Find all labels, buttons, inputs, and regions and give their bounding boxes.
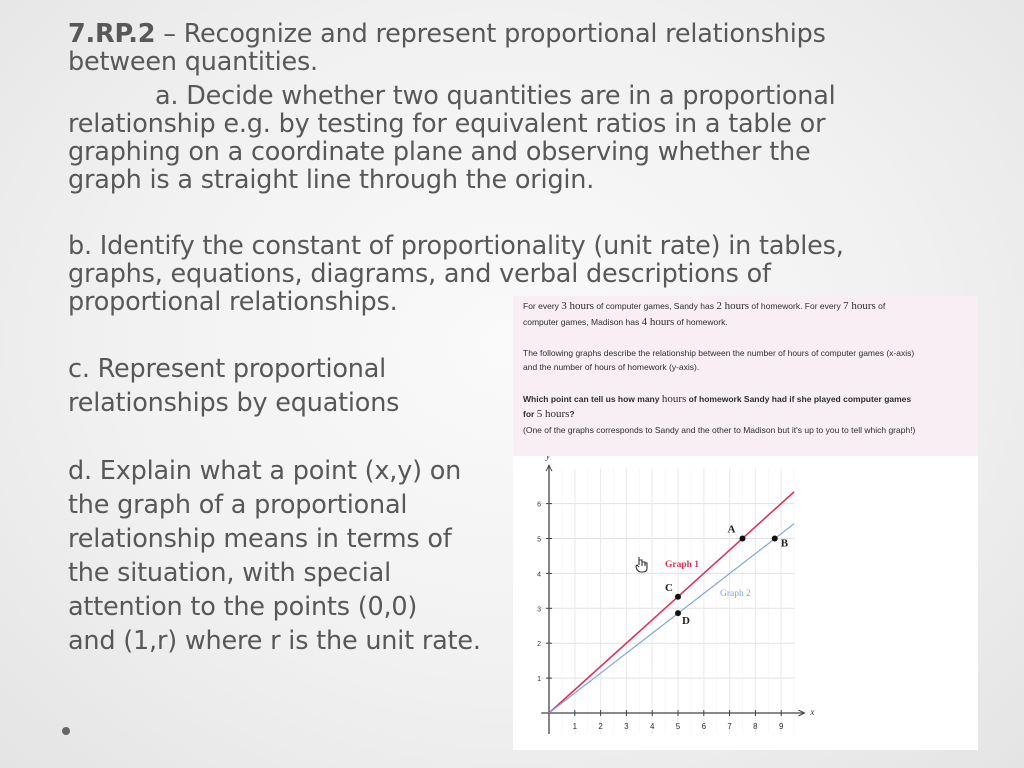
x-tick-label: 9	[778, 722, 784, 731]
part-d-line6: and (1,r) where r is the unit rate.	[68, 626, 481, 656]
point-label-C: C	[665, 581, 673, 594]
part-b-line2: graphs, equations, diagrams, and verbal descriptions of	[68, 259, 771, 289]
problem-panel	[513, 296, 978, 750]
part-c-line1: c. Represent proportional	[68, 354, 387, 384]
grid	[541, 469, 794, 734]
x-tick-label: 1	[572, 722, 578, 731]
problem-line3: The following graphs describe the relationship between the number of hours of computer games (x-axis)	[523, 348, 915, 358]
problem-line1: For every 3 hours of computer games, Sandy has 2 hours of homework. For every 7 hours of	[523, 300, 886, 312]
graph1-label: Graph 1	[665, 560, 700, 570]
series-line-1	[549, 492, 794, 713]
y-tick-label: 5	[537, 536, 541, 544]
part-c-line2: relationships by equations	[68, 388, 400, 418]
x-tick-label: 4	[649, 722, 655, 731]
part-d-line3: relationship means in terms of	[68, 524, 452, 554]
graph-area	[513, 456, 978, 750]
problem-line4: and the number of hours of homework (y-axis).	[523, 362, 700, 372]
part-d-line4: the situation, with special	[68, 558, 391, 588]
hand-cursor-icon	[636, 557, 647, 572]
bullet-icon	[62, 727, 70, 735]
part-d-line1: d. Explain what a point (x,y) on	[68, 456, 462, 486]
x-axis-label: x	[810, 707, 815, 717]
axes	[541, 465, 804, 734]
series-line-2	[549, 524, 794, 713]
y-axis-label: y	[546, 456, 550, 462]
point-label-A: A	[727, 523, 736, 536]
point-label-B: B	[780, 537, 789, 550]
question-line1: Which point can tell us how many hours of homework Sandy had if she played computer games	[523, 393, 912, 405]
problem-line2: computer games, Madison has 4 hours of homework.	[523, 316, 728, 328]
part-a-line1: a. Decide whether two quantities are in a proportional	[155, 81, 836, 111]
x-tick-label: 3	[624, 722, 629, 731]
question-line3: (One of the graphs corresponds to Sandy and the other to Madison but it's up to you to tell which graph!)	[523, 425, 916, 435]
point-label-D: D	[682, 615, 690, 628]
part-a-line4: graph is a straight line through the origin.	[68, 165, 595, 195]
part-a-line3: graphing on a coordinate plane and observing whether the	[68, 137, 811, 167]
standard-title-line1: 7.RP.2 – Recognize and represent proportional relationships	[68, 19, 826, 49]
point-A	[740, 536, 746, 542]
standard-title-line2: between quantities.	[68, 47, 318, 77]
y-tick-label: 4	[537, 571, 541, 579]
x-tick-label: 2	[598, 722, 603, 731]
x-tick-label: 6	[701, 722, 707, 731]
standard-code: 7.RP.2	[68, 19, 156, 49]
graph2-label: Graph 2	[720, 589, 751, 599]
part-b-line3: proportional relationships.	[68, 287, 398, 317]
proportional-graph	[513, 456, 978, 750]
point-B	[772, 536, 778, 542]
y-tick-label: 3	[537, 606, 541, 614]
part-b-line1: b. Identify the constant of proportionality (unit rate) in tables,	[68, 231, 844, 261]
y-tick-label: 6	[537, 501, 541, 509]
series-lines	[549, 492, 794, 713]
part-a-line2: relationship e.g. by testing for equivalent ratios in a table or	[68, 109, 826, 139]
question-line2: for 5 hours?	[523, 408, 575, 420]
x-tick-label: 5	[675, 722, 681, 731]
x-tick-label: 7	[727, 722, 732, 731]
y-tick-label: 1	[537, 676, 541, 684]
y-tick-label: 2	[537, 641, 541, 649]
x-tick-label: 8	[753, 722, 758, 731]
part-d-line2: the graph of a proportional	[68, 490, 408, 520]
point-C	[675, 594, 681, 600]
part-d-line5: attention to the points (0,0)	[68, 592, 418, 622]
point-D	[675, 610, 681, 616]
